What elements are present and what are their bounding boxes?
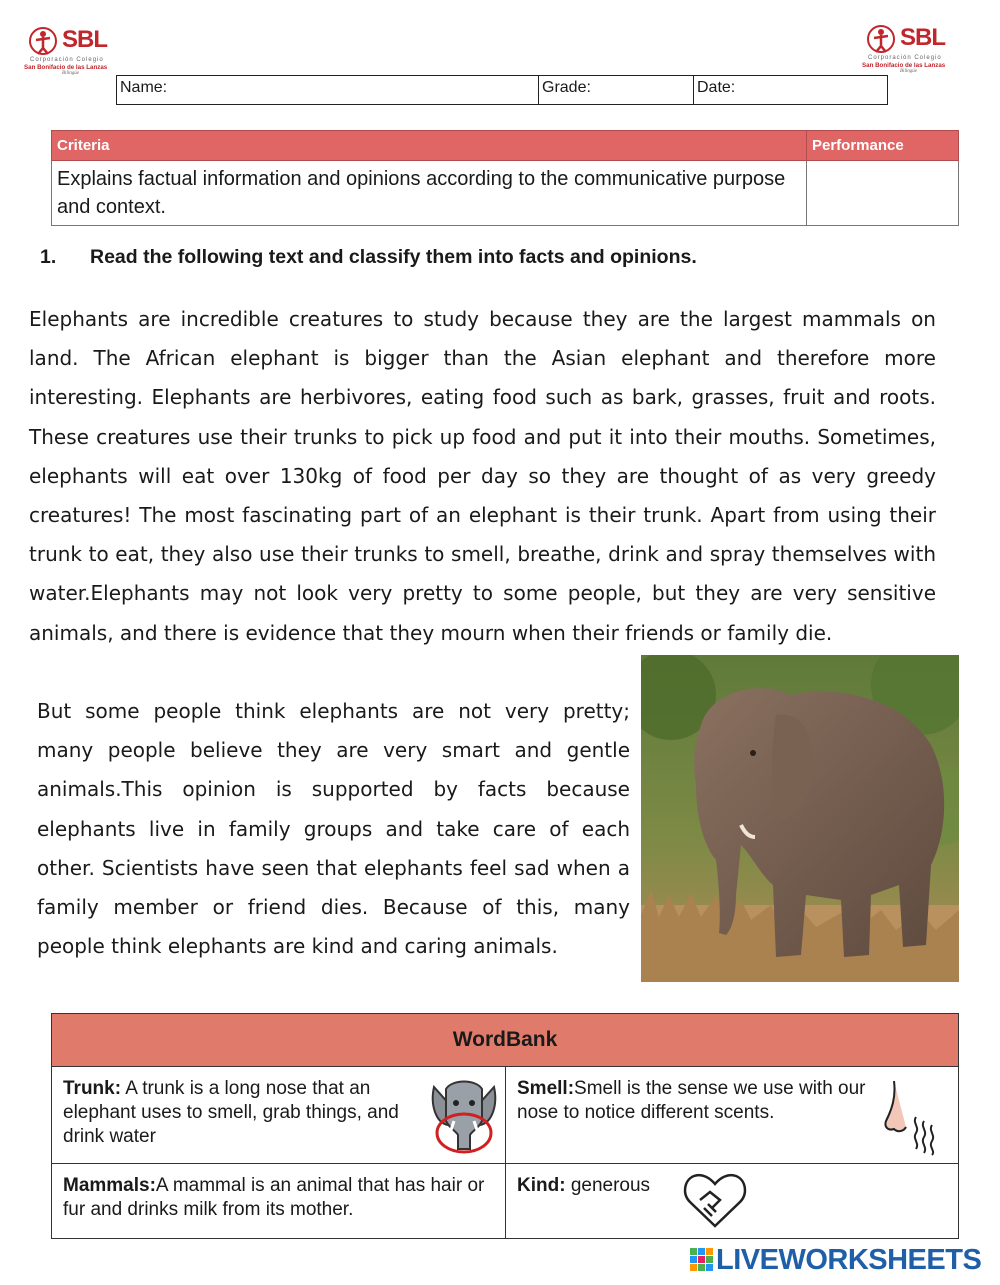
nose-smell-icon [880, 1077, 940, 1157]
smell-definition: Smell is the sense we use with our nose to notice different scents. [517, 1078, 866, 1123]
logo-line2: San Bonifacio de las Lanzas [862, 62, 946, 69]
reading-paragraph-1: Elephants are incredible creatures to study because they are the largest mammals on land. The African elephant is bigger than the Asian elephant and therefore more interesting. Elephants are herbivores, eating food such as bark, grasses, fruit and roots. These creatures use their trunks to pick up food and put it into their mouths. Sometimes, elephants will eat over 130kg of food per day so they are thought of as very greedy creatures! The most fascinating part of an elephant is their trunk. Apart from using their trunk to eat, they also use their trunks to smell, breathe, drink and spray themselves with water.Elephants may not look very pretty to some people, but they are very sensitive animals, and there is evidence that they mourn when their friends or family die. [29, 307, 936, 645]
wordbank-row [52, 1164, 958, 1238]
wordbank-table [51, 1013, 959, 1239]
wordbank-smell-cell [505, 1067, 958, 1163]
kind-definition: generous [565, 1175, 651, 1196]
mammals-definition: A mammal is an animal that has hair or fur and drinks milk from its mother. [63, 1175, 485, 1220]
criteria-text: Explains factual information and opinions according to the communicative purpose and context. [52, 161, 807, 226]
wordbank-mammals-cell [52, 1164, 505, 1238]
criteria-table [51, 130, 959, 226]
kind-term: Kind: [517, 1175, 566, 1196]
school-emblem-icon [864, 24, 900, 56]
elephant-head-icon [428, 1075, 500, 1155]
heart-handshake-icon [682, 1170, 748, 1230]
smell-term: Smell: [517, 1078, 575, 1099]
trunk-definition: A trunk is a long nose that an elephant uses to smell, grab things, and drink water [63, 1078, 399, 1147]
student-info-row [116, 75, 888, 105]
logo-brand: SBL [900, 24, 945, 51]
trunk-term: Trunk: [63, 1078, 122, 1099]
logo-line3: Bilingüe [62, 71, 79, 76]
reading-paragraph-2: But some people think elephants are not very pretty; many people believe they are very smart and gentle animals.This opinion is supported by facts because elephants live in family groups and take care of each other. Scientists have seen that elephants feel sad when a family member or friend dies. Because of this, many people think elephants are kind and caring animals. [37, 699, 630, 959]
performance-cell [807, 161, 959, 226]
school-emblem-icon [26, 26, 62, 58]
mammals-term: Mammals: [63, 1175, 156, 1196]
criteria-header: Criteria [52, 131, 807, 161]
logo-line3: Bilingüe [900, 69, 917, 74]
question-instruction [40, 246, 697, 269]
logo-line1: Corporación Colegio [30, 57, 104, 63]
question-text: Read the following text and classify them into facts and opinions. [90, 246, 697, 268]
wordbank-trunk-cell [52, 1067, 505, 1163]
liveworksheets-logo [690, 1244, 990, 1278]
wordbank-row [52, 1067, 958, 1164]
school-logo-right [862, 24, 962, 74]
performance-header: Performance [807, 131, 959, 161]
elephant-photo [641, 655, 959, 982]
liveworksheets-wordmark: LIVEWORKSHEETS [716, 1244, 982, 1276]
logo-line2: San Bonifacio de las Lanzas [24, 64, 108, 71]
logo-line1: Corporación Colegio [868, 55, 942, 61]
grade-field[interactable]: Grade: [539, 76, 694, 104]
school-logo-left [24, 26, 124, 76]
liveworksheets-blocks-icon [690, 1248, 714, 1274]
wordbank-title: WordBank [52, 1014, 958, 1067]
logo-brand: SBL [62, 26, 107, 53]
question-number: 1. [40, 246, 57, 268]
date-field[interactable]: Date: [697, 79, 736, 96]
name-field[interactable]: Name: [117, 76, 539, 104]
wordbank-kind-cell [505, 1164, 958, 1238]
